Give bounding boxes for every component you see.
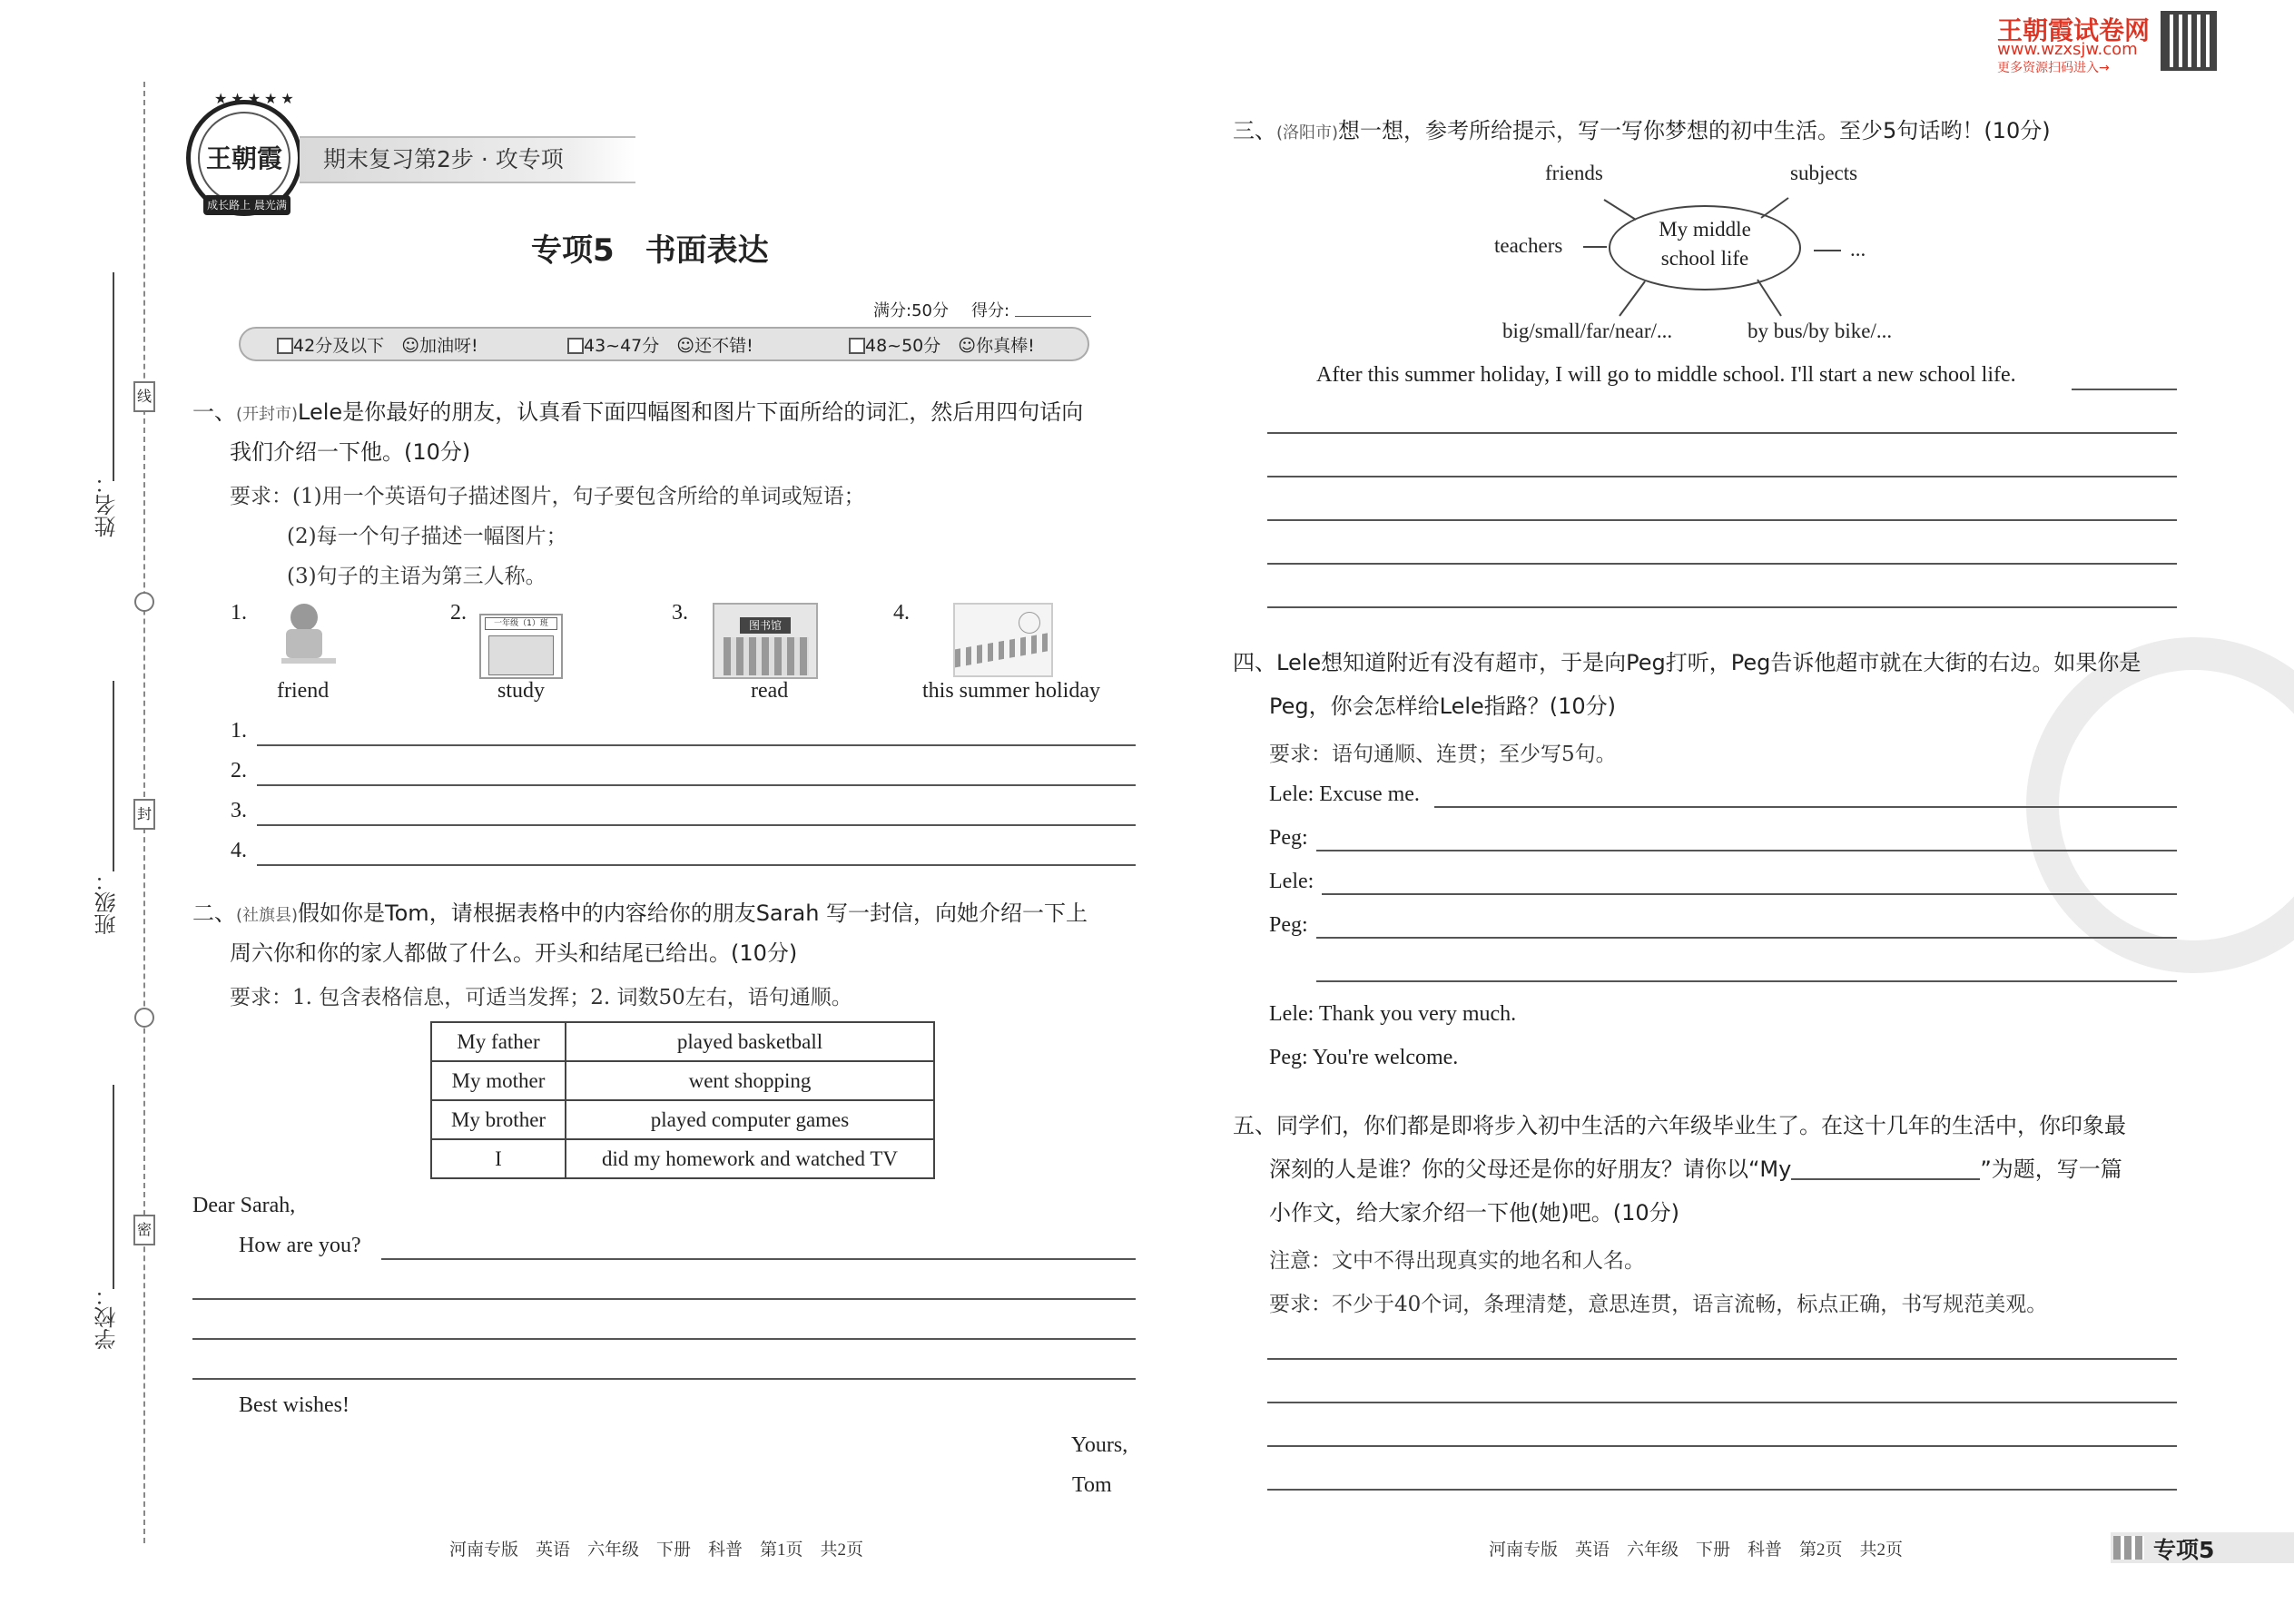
letter-yours: Yours, [1071,1433,1128,1457]
q5-requirement: 要求：不少于40个词，条理清楚，意思连贯，语言流畅，标点正确，书写规范美观。 [1269,1293,2048,1316]
seal-watermark [2026,637,2294,973]
letter-opening: How are you? [239,1234,361,1257]
brand-logo: 王朝霞 成长路上 晨光满天 ★★★★★ [186,100,302,216]
dialogue-line: Lele: Excuse me. [1269,782,1420,806]
q1-requirement-1: 要求：(1)用一个英语句子描述图片，句子要包含所给的单词或短语； [230,485,865,508]
q5-prompt: 五、同学们，你们都是即将步入初中生活的六年级毕业生了。在这十几年的生活中，你印象最 [1233,1113,2126,1138]
answer-line[interactable] [1267,606,2177,608]
dialogue-end: Peg: You're welcome. [1269,1046,1459,1069]
library-building-picture: 图书馆 [713,603,818,679]
answer-line[interactable] [2072,389,2177,390]
q1-requirement-2: (2)每一个句子描述一幅图片； [287,525,567,548]
pic-word: this summer holiday [922,679,1100,703]
letter-signature: Tom [1072,1473,1112,1497]
pic-word: read [751,679,789,703]
q2-requirement: 要求：1. 包含表格信息，可适当发挥；2. 词数50左右，语句通顺。 [230,986,852,1009]
answer-line[interactable] [1316,937,2177,939]
q1-requirement-3: (3)句子的主语为第三人称。 [287,565,546,588]
qr-code-icon[interactable] [2161,11,2217,71]
name-field[interactable] [113,272,114,481]
q3-starter: After this summer holiday, I will go to middle school. I'll start a new school life. [1316,363,2016,387]
dialogue-line: Lele: [1269,870,1314,893]
answer-line[interactable] [1267,476,2177,477]
table-row: My brother played computer games [431,1100,934,1139]
table-row: I did my homework and watched TV [431,1139,934,1178]
answer-num: 2. [231,759,247,782]
smile-icon: ☺ [958,336,977,356]
pic-num: 4. [893,601,910,625]
pic-num: 1. [231,601,247,625]
answer-line[interactable] [1267,432,2177,434]
table-row: My mother went shopping [431,1061,934,1100]
great-wall-picture [953,603,1053,677]
dialogue-line: Peg: [1269,913,1308,937]
school-field[interactable] [113,1085,114,1289]
mind-node-friends: friends [1545,162,1603,184]
star-icon: ★★★★★ [214,90,298,107]
answer-num: 1. [231,719,247,743]
q5-prompt-cont: 深刻的人是谁？你的父母还是你的好朋友？请你以“My ”为题，写一篇 [1269,1156,2122,1182]
site-name: 王朝霞试卷网 [1997,15,2151,45]
pic-num: 3. [672,601,688,625]
answer-line[interactable] [1267,563,2177,565]
class-label: 班级： [94,870,120,935]
q4-prompt: 四、Lele想知道附近有没有超市，于是向Peg打听，Peg告诉他超市就在大街的右边。如果你是 [1233,650,2141,675]
class-field[interactable] [113,681,114,871]
q1-prompt-cont: 我们介绍一下他。(10分) [230,439,471,465]
answer-line[interactable] [1434,806,2177,808]
mind-center: school life [1660,247,1749,270]
pixel-deco-icon [2113,1536,2144,1560]
full-score: 满分:50分 [873,301,949,320]
q1-prompt: 一、(开封市)Lele是你最好的朋友，认真看下面四幅图和图片下面所给的词汇，然后用四句话向 [192,399,1084,425]
tagline: 成长路上 [207,199,251,212]
rating-level-2[interactable]: 43~47分 ☺还不错! [567,332,753,357]
name-label: 姓名： [94,472,120,537]
binding-hole [134,1008,154,1028]
answer-line[interactable] [257,784,1136,786]
seal-char-mi: 密 [133,1215,155,1245]
answer-line[interactable] [1267,1358,2177,1360]
page-title: 专项5 书面表达 [531,232,769,269]
answer-line[interactable] [1316,980,2177,982]
title-blank[interactable] [1791,1155,1980,1180]
letter-closing: Best wishes! [239,1393,350,1417]
mind-node-size: big/small/far/near/... [1502,320,1673,342]
pic-num: 2. [450,601,467,625]
pic-word: friend [277,679,330,703]
seal-char-feng: 封 [133,799,155,830]
mind-node-transport: by bus/by bike/... [1748,320,1893,342]
mind-center: My middle [1659,218,1751,241]
mind-node-more: ... [1850,238,1866,261]
answer-line[interactable] [381,1258,1136,1260]
mind-connectors [1489,182,1870,327]
footer-left: 河南专版 英语 六年级 下册 科普 第1页 共2页 [449,1540,864,1560]
smile-icon: ☺ [401,336,420,356]
pic-word: study [497,679,546,703]
q2-prompt-cont: 周六你和你的家人都做了什么。开头和结尾已给出。(10分) [230,940,798,966]
step-banner: 期末复习第2步 · 攻专项 [300,136,635,183]
answer-line[interactable] [1267,1402,2177,1403]
answer-line[interactable] [1267,519,2177,521]
binding-hole [134,592,154,612]
dialogue-end: Lele: Thank you very much. [1269,1002,1517,1026]
q3-prompt: 三、(洛阳市)想一想，参考所给提示，写一写你梦想的初中生活。至少5句话哟！(10分) [1233,118,2051,143]
answer-line[interactable] [192,1378,1136,1380]
footer-right: 河南专版 英语 六年级 下册 科普 第2页 共2页 [1489,1540,1904,1560]
school-label: 学校： [94,1284,120,1350]
boy-running-picture [263,604,354,676]
rating-level-1[interactable]: 42分及以下 ☺加油呀! [277,332,478,357]
tagline: 晨光满天 [241,199,287,231]
answer-line[interactable] [192,1298,1136,1300]
smile-icon: ☺ [676,336,695,356]
answer-num: 3. [231,799,247,822]
q4-prompt-cont: Peg，你会怎样给Lele指路？(10分) [1269,694,1617,719]
mind-node-teachers: teachers [1494,234,1563,257]
answer-line[interactable] [1316,850,2177,851]
classroom-door-picture: 一年级（1）班 [479,614,563,679]
q5-note: 注意：文中不得出现真实的地名和人名。 [1269,1249,1645,1273]
answer-line[interactable] [1267,1489,2177,1491]
site-url[interactable]: www.wzxsjw.com [1997,40,2138,59]
q5-prompt-cont: 小作文，给大家介绍一下他(她)吧。(10分) [1269,1200,1679,1225]
dialogue-line: Peg: [1269,826,1308,850]
table-row: My father played basketball [431,1022,934,1061]
answer-line[interactable] [257,744,1136,746]
score-field[interactable] [1015,316,1091,317]
footer-tag: 专项5 [2153,1537,2215,1563]
answer-line[interactable] [257,824,1136,826]
seal-char-xian: 线 [133,381,155,412]
q4-requirement: 要求：语句通顺、连贯；至少写5句。 [1269,743,1617,766]
answer-line[interactable] [257,864,1136,866]
mind-node-subjects: subjects [1790,162,1858,184]
letter-greeting: Dear Sarah, [192,1194,296,1217]
family-activities-table [430,1021,935,1179]
q2-prompt: 二、(社旗县)假如你是Tom，请根据表格中的内容给你的朋友Sarah 写一封信，向她介绍一下上 [192,901,1088,926]
score-label: 得分: [971,301,1010,320]
answer-num: 4. [231,839,247,862]
answer-line[interactable] [192,1338,1136,1340]
rating-level-3[interactable]: 48~50分 ☺你真棒! [849,332,1035,357]
answer-line[interactable] [1322,893,2177,895]
answer-line[interactable] [1267,1445,2177,1447]
site-hint: 更多资源扫码进入→ [1997,61,2110,75]
